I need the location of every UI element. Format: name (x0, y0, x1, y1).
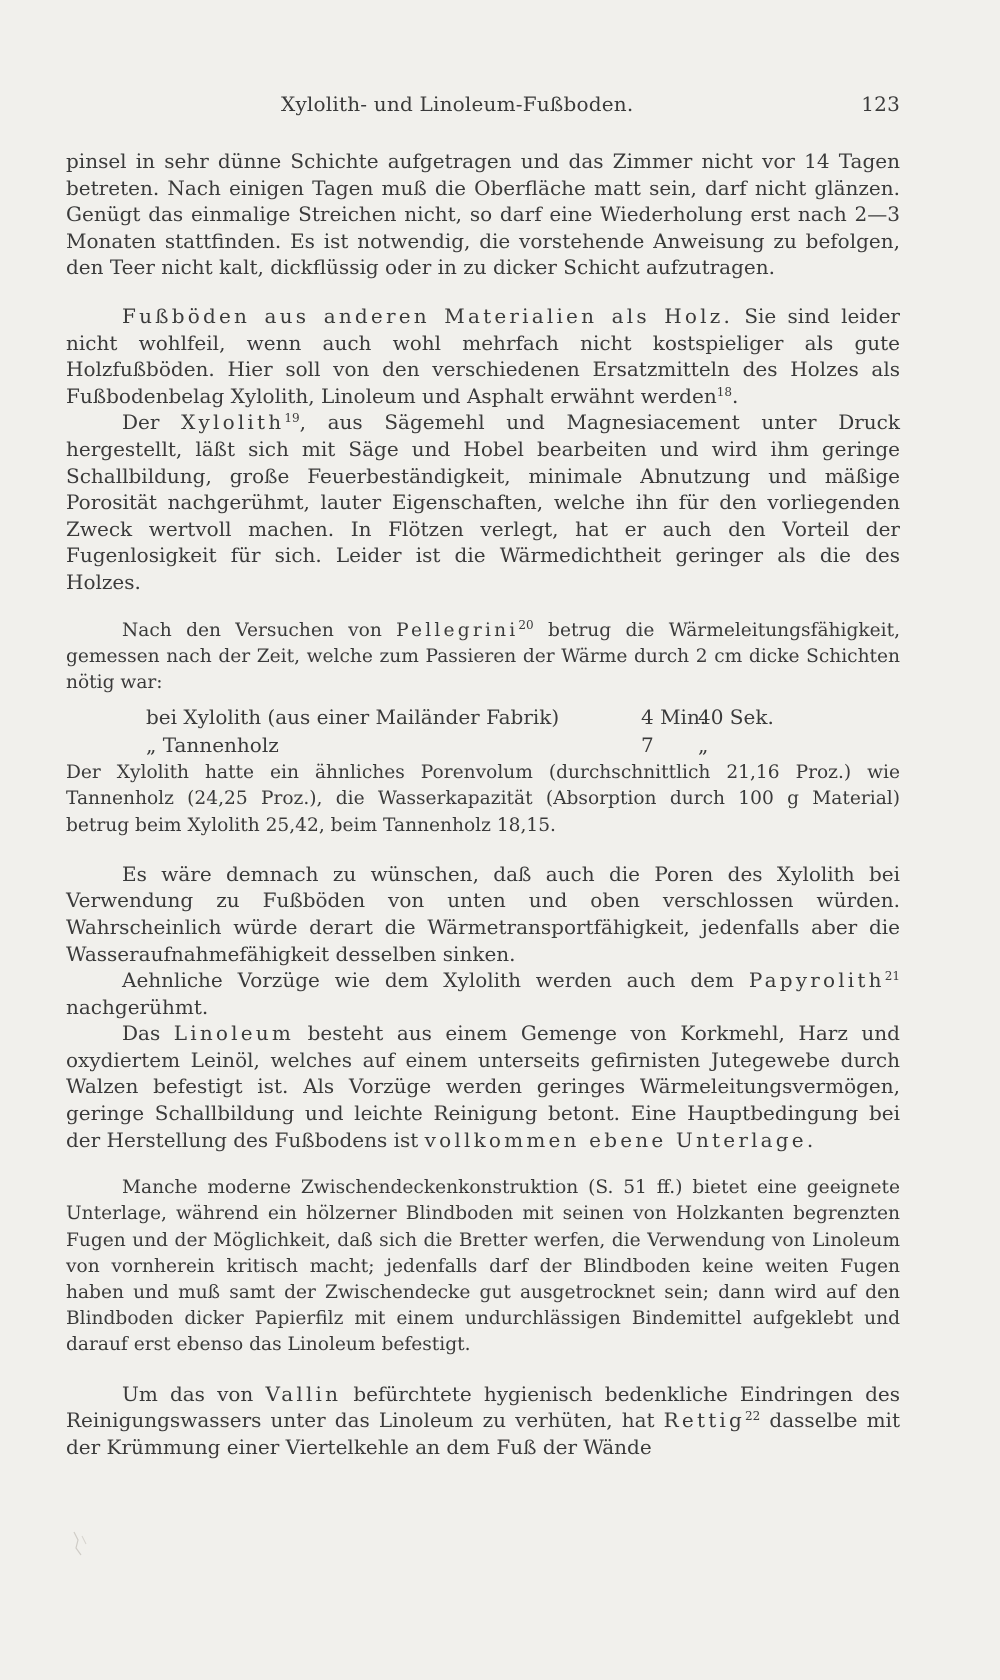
footnote-ref: 22 (745, 1409, 761, 1424)
paragraph-porenvolum: Der Xylolith hatte ein ähnliches Porenvolum (durchschnittlich 21,16 Proz.) wie Tannenholz (24,25 Proz.), die Wasserkapazität (Absorption durch 100 g Material) betrug beim Xylolith 25,42, beim Tannenholz 18,15. (66, 762, 900, 836)
term-xylolith: Xylolith (181, 410, 285, 435)
footnote-ref: 20 (518, 617, 534, 632)
term-linoleum: Linoleum (173, 1021, 295, 1046)
running-header (66, 92, 900, 122)
author-pellegrini: Pellegrini (396, 619, 519, 641)
paragraph-blindboden: Manche moderne Zwischendeckenkonstruktion (S. 51 ff.) bietet eine geeignete Unterlage, während ein hölzerner Blindboden mit seinen von Holzkanten begrenzten Fugen und der Möglichkeit, daß sich die Bretter werfen, die Verwendung von Linoleum von vornherein kritisch macht; jedenfalls darf der Blindboden keine weiten Fugen haben und muß samt der Zwischendecke gut ausgetrocknet sein; dann wird auf den Blindboden dicker Papierfilz mit einem undurchlässigen Bindemittel aufgeklebt und darauf erst ebenso das Linoleum befestigt. (66, 1177, 900, 1356)
paragraph-poren: Es wäre demnach zu wünschen, daß auch die Poren des Xylolith bei Verwendung zu Fußböden von unten und oben verschlossen würden. Wahrscheinlich würde derart die Wärmetransportfähigkeit, jedenfalls aber die Wasseraufnahmefähigkeit desselben sinken. (66, 861, 900, 966)
table-row: bei Xylolith (aus einer Mailänder Fabrik) 4 Min. 40 Sek. (146, 705, 774, 730)
paragraph-pellegrini: Nach den Versuchen von Pellegrini$^{20}$ betrug die Wärmeleitungsfähigkeit, gemessen nach der Zeit, welche zum Passieren der Wärme durch 2 cm dicke Schichten nötig war: (66, 617, 900, 693)
running-title: Xylolith- und Linoleum-Fußboden. (281, 92, 634, 116)
paragraph-xylolith: Der Xylolith$^{19}$, aus Sägemehl und Magnesiacement unter Druck hergestellt, läßt sich mit Säge und Hobel bearbeiten und wird ihm geringe Schallbildung, große Feuerbeständigkeit, minimale Abnutzung und mäßige Porosität nachgerühmt, lauter Eigenschaften, welche ihn für den vorliegenden Zweck wertvoll machen. In Flötzen verlegt, hat er auch den Vorteil der Fugenlosigkeit für sich. Leider ist die Wärmedichtheit geringer als die des Holzes. (66, 410, 900, 594)
paragraph-linoleum: Das Linoleum besteht aus einem Gemenge von Korkmehl, Harz und oxydiertem Leinöl, welches auf einem unterseits gefirnisten Jutegewebe durch Walzen befestigt ist. Als Vorzüge werden geringes Wärmeleitungsvermögen, geringe Schallbildung und leichte Reinigung betont. Eine Hauptbedingung bei der Herstellung des Fußbodens ist vollkommen ebene Unterlage. (66, 1021, 900, 1152)
text-body (66, 148, 900, 1460)
footnote-ref: 18 (716, 384, 732, 399)
emphasis-unterlage: vollkommen ebene Unterlage (424, 1127, 807, 1152)
paragraph-tar-application: pinsel in sehr dünne Schichte aufgetragen und das Zimmer nicht vor 14 Tagen betreten. Nach einigen Tagen muß die Oberfläche matt sein, darf nicht glänzen. Genügt das einmalige Streichen nicht, so darf eine Wiederholung erst nach 2—3 Monaten stattfinden. Es ist notwendig, die vorstehende Anweisung zu befolgen, den Teer nicht kalt, dickflüssig oder in zu dicker Schicht aufzutragen. (66, 149, 900, 280)
author-rettig: Rettig (663, 1408, 746, 1433)
margin-smudge-icon (68, 1528, 94, 1558)
section-heading: Fußböden aus anderen Materialien als Holz. (122, 303, 734, 328)
paragraph-other-materials: Fußböden aus anderen Materialien als Holz. Sie sind leider nicht wohlfeil, wenn auch wohl mehrfach nicht kostspieliger als gute Holzfußböden. Hier soll von den verschiedenen Ersatzmitteln des Holzes als Fußbodenbelag Xylolith, Linoleum und Asphalt erwähnt werden$^{18}$. (66, 303, 900, 408)
author-vallin: Vallin (265, 1381, 342, 1406)
paragraph-vallin: Um das von Vallin befürchtete hygienisch bedenkliche Eindringen des Reinigungswassers unter das Linoleum zu verhüten, hat Rettig$^{22}$ dasselbe mit der Krümmung einer Viertelkehle an dem Fuß der Wände (66, 1381, 900, 1459)
paragraph-papyrolith: Aehnliche Vorzüge wie dem Xylolith werden auch dem Papyrolith$^{21}$ nachgerühmt. (66, 968, 900, 1019)
footnote-ref: 21 (884, 969, 900, 984)
conductivity-table (66, 696, 900, 758)
page-number: 123 (861, 92, 900, 116)
table-row: „ Tannenholz 7 „ (146, 733, 709, 758)
term-papyrolith: Papyrolith (748, 968, 885, 993)
footnote-ref: 19 (284, 411, 300, 426)
